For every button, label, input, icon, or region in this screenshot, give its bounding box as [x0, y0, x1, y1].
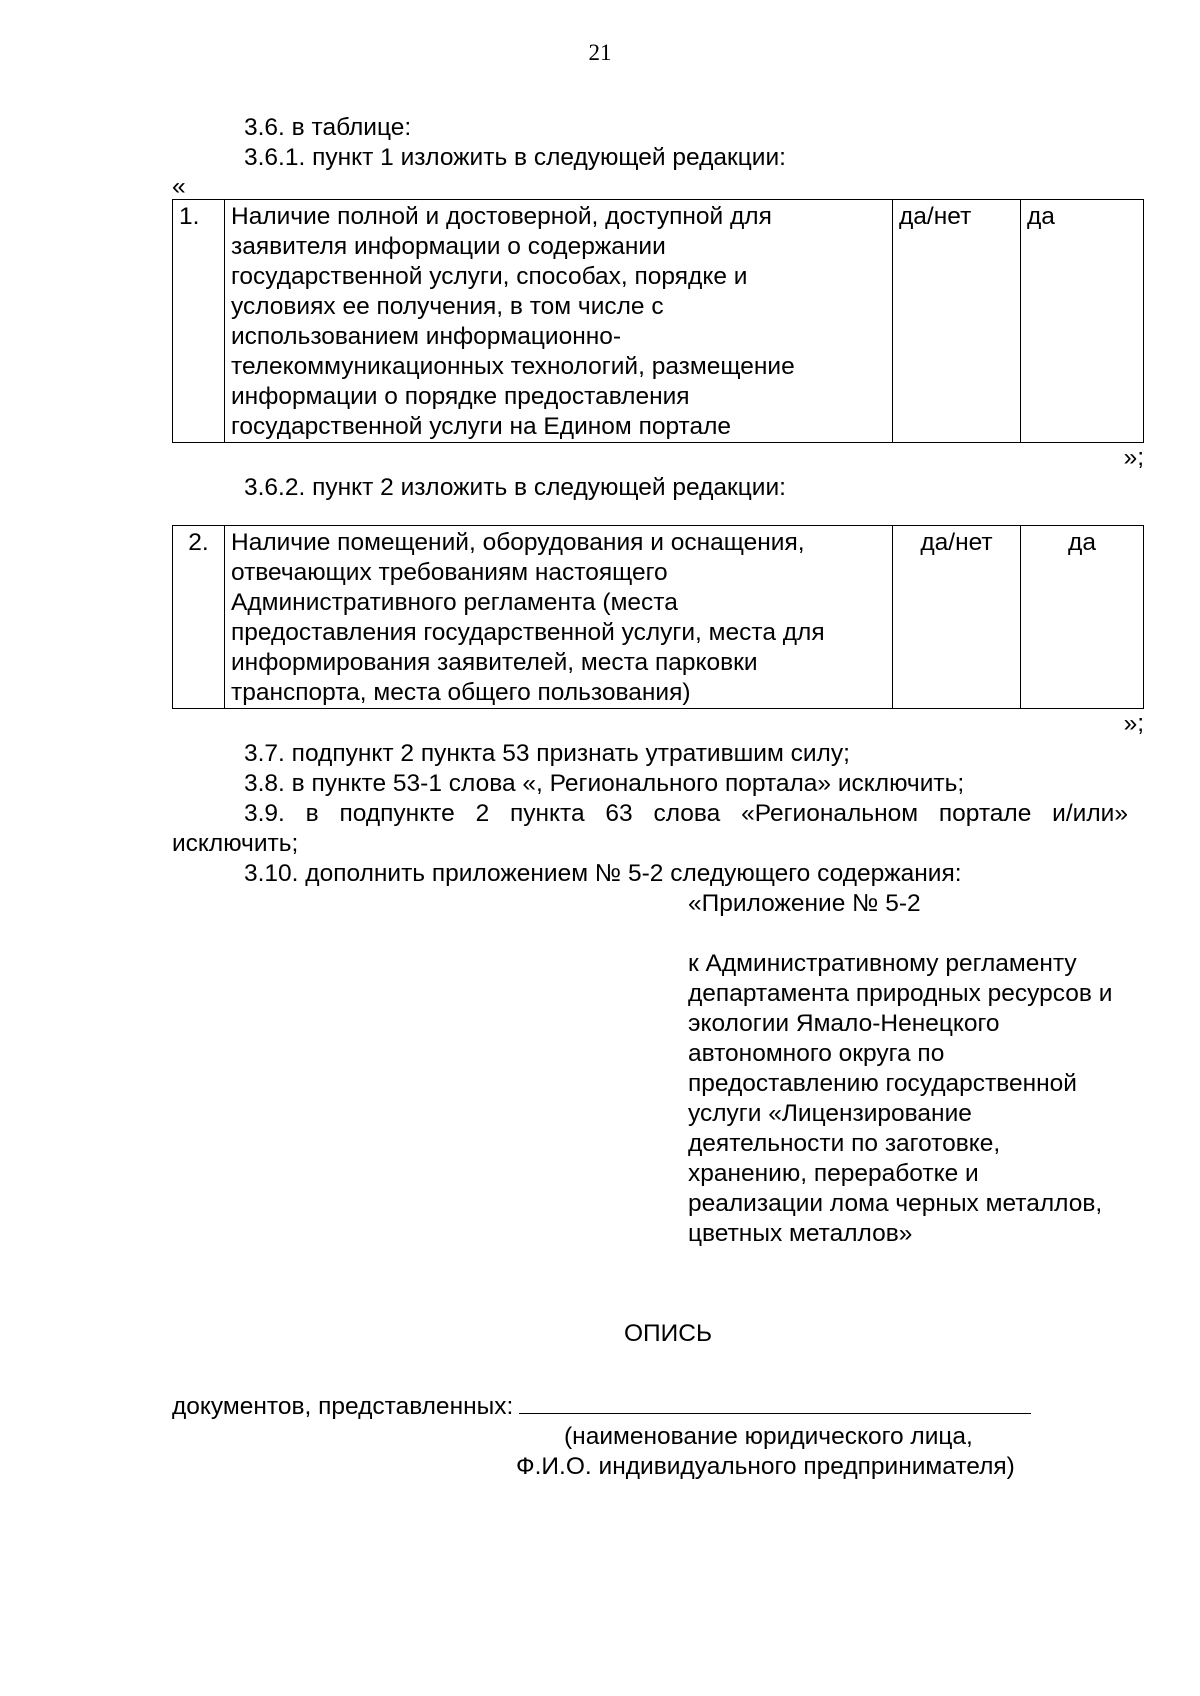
row-value: да	[1021, 526, 1144, 709]
table-row	[173, 526, 1144, 709]
row-option: да/нет	[893, 526, 1021, 709]
row-option: да/нет	[893, 200, 1021, 443]
row-text	[225, 200, 893, 443]
row-text-line: Наличие полной и достоверной, доступной для	[231, 203, 772, 230]
appendix-header	[172, 889, 1144, 1249]
appendix-line: автономного округа по	[688, 1040, 945, 1067]
paragraph-3-9-continued: исключить;	[172, 830, 299, 857]
row-text	[225, 526, 893, 709]
paragraph-3-6-2: 3.6.2. пункт 2 изложить в следующей редакции:	[244, 474, 786, 501]
appendix-line: цветных металлов»	[688, 1220, 913, 1247]
table-row	[173, 200, 1144, 443]
paragraph-3-7: 3.7. подпункт 2 пункта 53 признать утратившим силу;	[244, 740, 850, 767]
page-number: 21	[588, 40, 612, 65]
caption-line-1: (наименование юридического лица,	[564, 1423, 973, 1450]
row-value: да	[1021, 200, 1144, 443]
paragraph-3-8: 3.8. в пункте 53-1 слова «, Регионального портала» исключить;	[244, 770, 965, 797]
row-text-line: Наличие помещений, оборудования и оснащения,	[231, 529, 805, 556]
docs-submitted-line	[172, 1391, 1144, 1422]
row-text-line: предоставления государственной услуги, места для	[231, 619, 825, 646]
row-number: 2.	[173, 526, 225, 709]
appendix-title: «Приложение № 5-2	[688, 890, 921, 917]
appendix-line: к Административному регламенту	[688, 950, 1077, 977]
appendix-line: предоставлению государственной	[688, 1070, 1077, 1097]
quote-open: «	[172, 173, 186, 200]
row-text-line: информирования заявителей, места парковки	[231, 649, 758, 676]
appendix-line: деятельности по заготовке,	[688, 1130, 1001, 1157]
appendix-line: хранению, переработке и	[688, 1160, 979, 1187]
docs-label: документов, представленных:	[172, 1393, 514, 1420]
row-text-line: отвечающих требованиям настоящего	[231, 559, 668, 586]
opis-title: ОПИСЬ	[623, 1320, 713, 1347]
row-text-line: заявителя информации о содержании	[231, 233, 666, 260]
paragraph-3-6: 3.6. в таблице:	[244, 114, 412, 141]
row-number: 1.	[173, 200, 225, 443]
amendment-table-2	[172, 525, 1144, 709]
row-text-line: Административного регламента (места	[231, 589, 678, 616]
applicant-name-blank	[519, 1391, 1031, 1414]
row-text-line: государственной услуги на Едином портале	[231, 413, 732, 440]
paragraph-3-10: 3.10. дополнить приложением № 5-2 следующего содержания:	[244, 860, 962, 887]
appendix-line: департамента природных ресурсов и	[688, 980, 1113, 1007]
row-text-line: информации о порядке предоставления	[231, 383, 690, 410]
row-text-line: транспорта, места общего пользования)	[231, 679, 691, 706]
row-text-line: государственной услуги, способах, порядке и	[231, 263, 748, 290]
caption-line-2: Ф.И.О. индивидуального предпринимателя)	[516, 1453, 1015, 1480]
quote-close: »;	[1123, 444, 1144, 471]
paragraph-3-6-1: 3.6.1. пункт 1 изложить в следующей редакции:	[244, 144, 786, 171]
row-text-line: телекоммуникационных технологий, размещение	[231, 353, 795, 380]
appendix-line: реализации лома черных металлов,	[688, 1190, 1103, 1217]
document-body	[172, 113, 1144, 1482]
quote-close: »;	[1123, 710, 1144, 737]
appendix-line: экологии Ямало-Ненецкого	[688, 1010, 1000, 1037]
row-text-line: использованием информационно-	[231, 323, 622, 350]
paragraph-3-9: 3.9. в подпункте 2 пункта 63 слова «Региональном портале и/или»	[244, 800, 1128, 827]
appendix-line: услуги «Лицензирование	[688, 1100, 972, 1127]
amendment-table-1	[172, 199, 1144, 443]
row-text-line: условиях ее получения, в том числе с	[231, 293, 664, 320]
